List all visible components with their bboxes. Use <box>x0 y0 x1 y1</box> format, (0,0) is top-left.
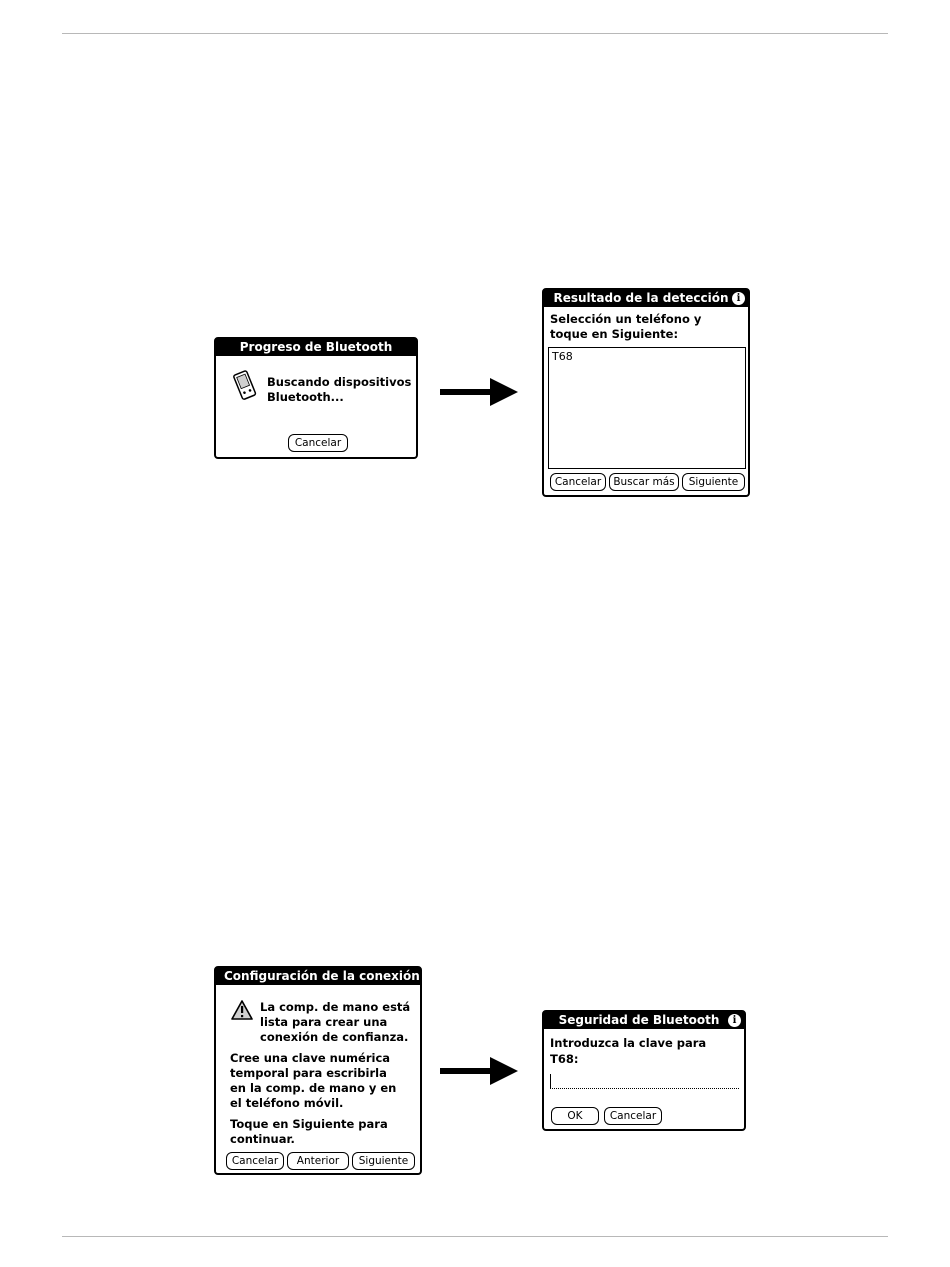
instruction-line-2: temporal para escribirla <box>230 1066 387 1080</box>
continue-line-1: Toque en Siguiente para <box>230 1117 388 1131</box>
dialog-title: Configuración de la conexión <box>216 968 420 985</box>
searching-message-line-2: Bluetooth... <box>267 390 344 404</box>
handheld-device-icon <box>232 369 258 407</box>
ok-button[interactable]: OK <box>551 1107 599 1125</box>
dialog-title: Progreso de Bluetooth <box>216 339 416 356</box>
cancel-button[interactable]: Cancelar <box>288 434 348 452</box>
next-button[interactable]: Siguiente <box>682 473 745 491</box>
searching-message-line-1: Buscando dispositivos <box>267 375 412 389</box>
info-icon[interactable]: i <box>728 1014 741 1027</box>
connection-setup-dialog <box>214 966 422 1175</box>
cancel-button[interactable]: Cancelar <box>550 473 606 491</box>
dialog-title: Resultado de la detección <box>544 290 748 307</box>
right-arrow-icon <box>440 378 520 406</box>
top-rule <box>62 33 888 34</box>
select-phone-prompt-line-1: Selección un teléfono y <box>550 312 702 326</box>
device-item-t68[interactable]: T68 <box>552 350 573 363</box>
right-arrow-icon <box>440 1057 520 1085</box>
select-phone-prompt-line-2: toque en Siguiente: <box>550 327 679 341</box>
warning-line-1: La comp. de mano está <box>260 1000 411 1014</box>
discovery-results-dialog <box>542 288 750 497</box>
cancel-button[interactable]: Cancelar <box>604 1107 662 1125</box>
previous-button[interactable]: Anterior <box>287 1152 349 1170</box>
info-icon[interactable]: i <box>732 292 745 305</box>
device-list[interactable] <box>548 347 746 469</box>
next-button[interactable]: Siguiente <box>352 1152 415 1170</box>
search-more-button[interactable]: Buscar más <box>609 473 679 491</box>
bottom-rule <box>62 1236 888 1237</box>
instruction-line-4: el teléfono móvil. <box>230 1096 344 1110</box>
cancel-button[interactable]: Cancelar <box>226 1152 284 1170</box>
passkey-prompt-line-2: T68: <box>550 1052 579 1066</box>
bluetooth-progress-dialog <box>214 337 418 459</box>
warning-icon <box>231 1000 253 1024</box>
dialog-title: Seguridad de Bluetooth <box>544 1012 744 1029</box>
instruction-line-3: en la comp. de mano y en <box>230 1081 397 1095</box>
instruction-line-1: Cree una clave numérica <box>230 1051 391 1065</box>
passkey-prompt-line-1: Introduzca la clave para <box>550 1036 707 1050</box>
passkey-value <box>551 1079 554 1092</box>
warning-line-3: conexión de confianza. <box>260 1030 409 1044</box>
passkey-input[interactable] <box>550 1074 739 1089</box>
warning-line-2: lista para crear una <box>260 1015 388 1029</box>
bluetooth-security-dialog <box>542 1010 746 1131</box>
continue-line-2: continuar. <box>230 1132 295 1146</box>
